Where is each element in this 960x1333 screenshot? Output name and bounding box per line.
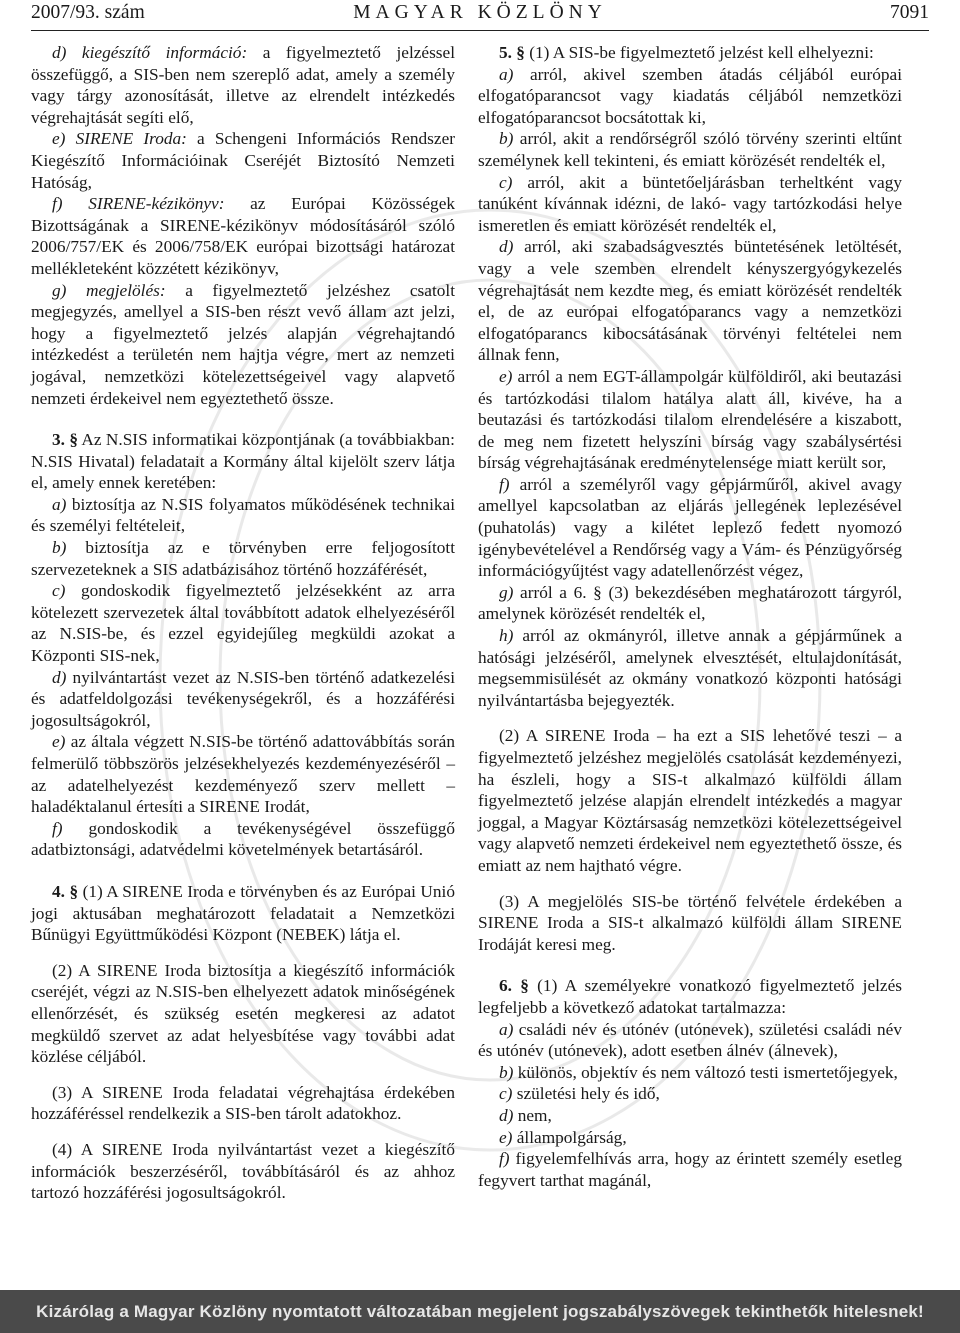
section-5-d: d) arról, aki szabadságvesztés büntetésének letöltését, vagy a vele szemben elrendelt kényszergyógykezelés végrehajtását nem kezdte meg, és emiatt körözését rendelték el, de az európai elfogatóparancs vagy a nemzetközi elfogatóparancs kibocsátásának törvényi feltételei nem állnak fenn, — [478, 237, 902, 365]
definition-f: f) SIRENE-kézikönyv: az Európai Közösségek Bizottságának a SIRENE-kézikönyv módosításáról szóló 2006/757/EK és 2006/758/EK európai bizottsági határozat mellékleteként közzétett kézikönyv, — [31, 194, 456, 278]
section-3-b: b) biztosítja az e törvényben erre feljogosított szervezeteknek a SIS adatbázisához történő hozzáférését, — [31, 538, 455, 579]
definition-g: g) megjelölés: a figyelmeztető jelzéshez csatolt megjegyzés, amellyel a SIS-ben részt vevő állam azt jelzi, hogy a figyelmeztető jelzés alapján végrehajtandó intézkedést a területén nem hajtja végre, mert az nemzeti jogával, nemzetközi kötelezettségeivel vagy alapvető nemzeti érdekeivel nem egyeztethető össze. — [31, 280, 455, 408]
definition-e: e) SIRENE Iroda: a Schengeni Információs Rendszer Kiegészítő Információinak Cseréjét Biztosító Nemzeti Hatóság, — [31, 129, 456, 192]
section-4-para-1: 4. § (1) A SIRENE Iroda e törvényben és az Európai Unió jogi aktusában meghatározott feladatait a Nemzetközi Bűnügyi Együttműködési Központ (NEBEK) látja el. — [31, 881, 455, 945]
section-6-e: e) állampolgárság, — [499, 1127, 627, 1147]
left-column — [31, 42, 455, 1204]
section-5-para-3: (3) A megjelölés SIS-be történő felvétele érdekében a SIRENE Iroda a SIS-t alkalmazó külföldi állam SIRENE Irodáját keresi meg. — [478, 891, 902, 954]
journal-title: MAGYAR KÖZLÖNY — [353, 2, 607, 23]
section-3-d: d) nyilvántartást vezet az N.SIS-ben történő adatkezelési és adatfeldolgozási tevékenységekről, és a hozzáférési jogosultságokról, — [31, 667, 455, 730]
section-5-e: e) arról a nem EGT-állampolgár külföldiről, aki beutazási és tartózkodási tilalom hatálya alatt áll, kivéve, ha a beutazási és tartózkodási tilalom elrendelésére a kiszabott, de meg nem fizetett helyszíni bírság vagy szabálysértési bírság végrehajtásának eredménytelensége miatt került sor, — [478, 366, 902, 473]
section-3-c: c) gondoskodik figyelmeztető jelzésekként az arra kötelezett szervezetek által továbbított adatok elhelyezéséről az N.SIS-be, és ezzel egyidejűleg megküldi azokat a Központi SIS-nek, — [31, 581, 455, 666]
section-6-b: b) különös, objektív és nem változó testi ismertetőjegyek, — [499, 1062, 898, 1082]
section-3-intro: 3. § Az N.SIS informatikai központjának (a továbbiakban: N.SIS Hivatal) feladatait a Kormány által kijelölt szerv látja el, amely ennek keretében: — [31, 430, 455, 493]
section-5-a: a) arról, akivel szemben átadás céljából európai elfogatóparancsot vagy kiadatás céljából nemzetközi elfogatóparancsot bocsátottak ki, — [478, 64, 902, 127]
section-3-f: f) gondoskodik a tevékenységével összefüggő adatbiztonsági, adatvédelmi követelmények betartásáról. — [31, 818, 455, 860]
section-3-e: e) az általa végzett N.SIS-be történő adattovábbítás során felmerülő többszörös jelzésekhelyezés kezdeményezéséről – az adatelhelyezést kezdeményező szerv mellett – haladéktalanul értesíti a SIRENE Irodát, — [31, 732, 455, 817]
section-6-f: f) figyelemfelhívás arra, hogy az érintett személy esetleg fegyvert tarthat magánál, — [478, 1149, 902, 1190]
issue-number: 2007/93. szám — [31, 2, 145, 23]
page-header — [31, 0, 929, 31]
section-5-para-2: (2) A SIRENE Iroda – ha ezt a SIS lehetővé teszi – a figyelmeztető jelzéshez megjelölés csatolását kezdeményezi, ha észleli, hogy a SIS-t alkalmazó külföldi állam figyelmeztető jelzése alapján elrendelt intézkedés a magyar joggal, a Magyar Köztársaság nemzetközi kötelezettségeivel vagy alapvető nemzeti érdekeivel nem egyeztethető össze, és emiatt az nem hajtható végre. — [478, 726, 902, 875]
section-4-para-2: (2) A SIRENE Iroda biztosítja a kiegészítő információk cseréjét, végzi az N.SIS-ben elhelyezett adatok minőségének ellenőrzését, és szükség esetén megkeresi az adatot megküldő szervet az adat helyesbítése vagy további adat közlése céljából. — [31, 960, 455, 1067]
section-4-para-3: (3) A SIRENE Iroda feladatai végrehajtása érdekében hozzáféréssel rendelkezik a SIS-ben tárolt adatokhoz. — [31, 1082, 455, 1124]
section-6-c: c) születési hely és idő, — [499, 1084, 660, 1104]
section-5-h: h) arról az okmányról, illetve annak a gépjárműnek a hatósági jelzéséről, amelynek elvesztését, eltulajdonítását, megsemmisülését az okmány vonatkozó központi hatósági nyilvántartásba bejegyezték. — [478, 626, 902, 710]
definition-d: d) kiegészítő információ: a figyelmeztető jelzéssel összefüggő, a SIS-ben nem szereplő adat, amely a személy vagy tárgy azonosítását, illetve az elrendelt intézkedés végrehajtását segíti elő, — [31, 43, 456, 127]
right-column — [478, 42, 902, 1191]
authenticity-notice-bar: Kizárólag a Magyar Közlöny nyomtatott változatában megjelent jogszabályszövegek tekinthetők hitelesnek! — [0, 1290, 960, 1333]
section-4-para-4: (4) A SIRENE Iroda nyilvántartást vezet a kiegészítő információk beszerzéséről, továbbításáról és az ahhoz tartozó hozzáférési jogosultságokról. — [31, 1139, 455, 1203]
section-5-para-1: 5. § (1) A SIS-be figyelmeztető jelzést kell elhelyezni: — [499, 43, 874, 62]
section-6-para-1: 6. § (1) A személyekre vonatkozó figyelmeztető jelzés legfeljebb a következő adatokat tartalmazza: — [478, 976, 902, 1017]
section-5-f: f) arról a személyről vagy gépjárműről, akivel avagy amellyel kapcsolatban az eljárás jellegének leplezésével (puhatolás) vagy a kilétet leplező fedett nyomozó igénybevételével a Rendőrség vagy a Vám- és Pénzügyőrség információgyűjtést vagy adatellenőrzést végez, — [478, 474, 902, 581]
page-number: 7091 — [890, 2, 929, 23]
section-5-b: b) arról, akit a rendőrségről szóló törvény szerinti eltűnt személynek kell tekinteni, és emiatt körözését rendelték el, — [478, 129, 902, 170]
section-6-a: a) családi név és utónév (utónevek), születési családi név és utónév (utónevek), adott esetben álnév (álnevek), — [478, 1019, 902, 1061]
section-5-g: g) arról a 6. § (3) bekezdésében meghatározott tárgyról, amelynek körözését rendelték el, — [478, 582, 902, 624]
section-3-a: a) biztosítja az N.SIS folyamatos működésének technikai és személyi feltételeit, — [31, 494, 455, 536]
section-6-d: d) nem, — [499, 1105, 552, 1125]
section-5-c: c) arról, akit a büntetőeljárásban terheltként vagy tanúként kívánnak idézni, de lakó- vagy tartózkodási helye ismeretlen és emiatt körözését rendelték el, — [478, 172, 902, 235]
